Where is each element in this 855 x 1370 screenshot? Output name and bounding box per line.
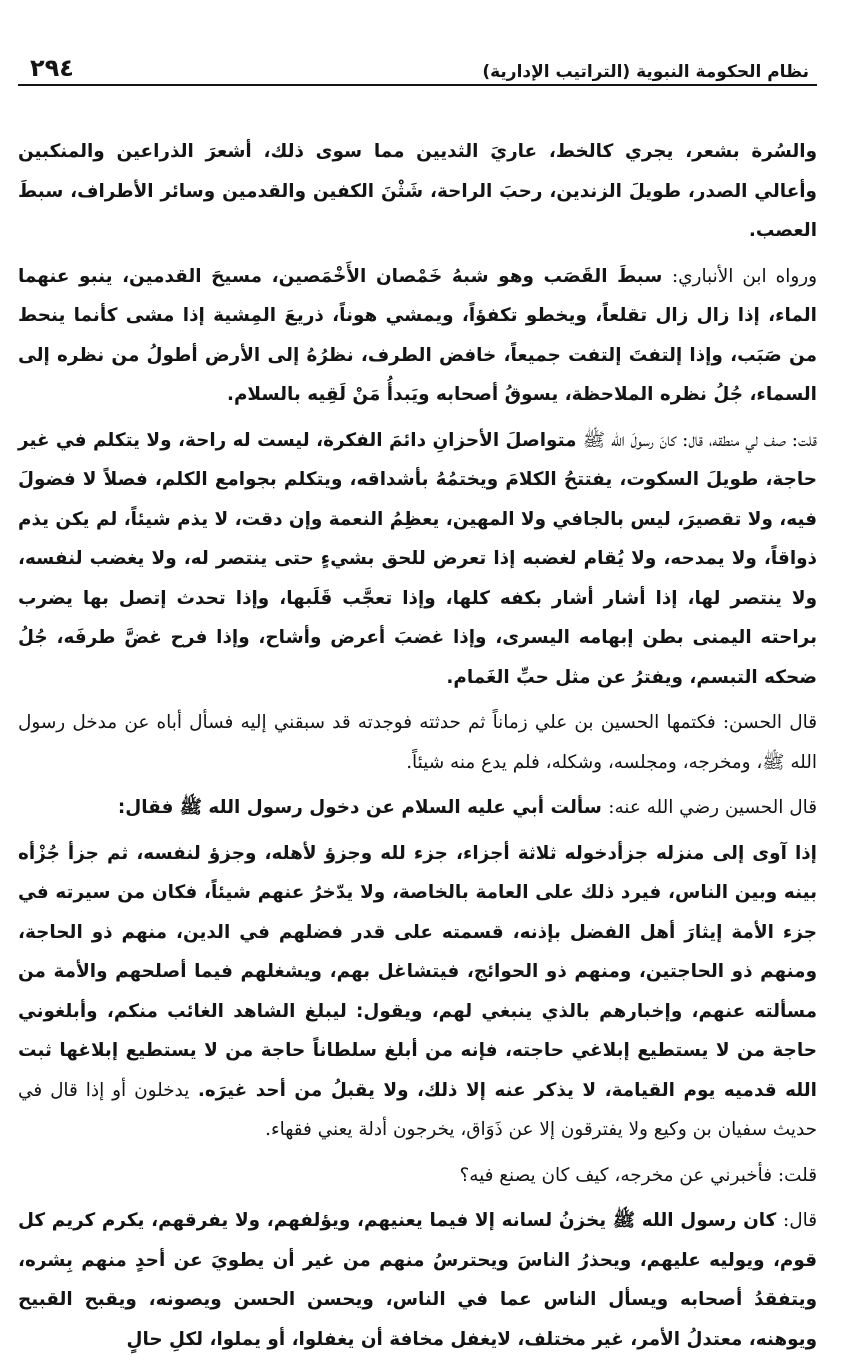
paragraph-2-lead: ورواه ابن الأنباري: xyxy=(671,265,817,287)
paragraph-7-text: قلت: فأخبرني عن مخرجه، كيف كان يصنع فيه؟ xyxy=(459,1164,817,1186)
page-header xyxy=(18,52,817,86)
paragraph-3 xyxy=(18,421,817,698)
paragraph-6 xyxy=(18,834,817,1150)
paragraph-8-lead: قال: xyxy=(783,1210,817,1231)
paragraph-1 xyxy=(18,132,817,251)
paragraph-6-text: إذا آوى إلى منزله جزأدخوله ثلاثة أجزاء، جزء لله وجزؤ لأهله، وجزؤ لنفسه، ثم جزأ جُزْأه بينه وبين الناس، فيرد ذلك على العامة بالخاصة، ولا يدّخرُ عنهم شيئاً، فكان من سيرته في جزء الأمة إيثارَ أهل الفضل بإذنه، قسمته على قدر فضلهم في الدين، منهم ذو الحاجة، ومنهم ذو الحاجتين، ومنهم ذو الحوائج، فيتشاغل بهم، ويشغلهم فيما أصلحهم والأمة من مسألته عنهم، وإخبارهم بالذي ينبغي لهم، ويقول: ليبلغ الشاهد الغائب منكم، وأبلغوني حاجة من لا يستطيع إبلاغي حاجته، فإنه من أبلغ سلطاناً حاجة من لا يستطيع إبلاغها ثبت الله قدميه يوم القيامة، لا يذكر عنه إلا ذلك، ولا يقبلُ من أحد غيرَه. xyxy=(18,842,817,1101)
paragraph-3-text: متواصلَ الأحزانِ دائمَ الفكرة، ليست له راحة، ولا يتكلم في غير حاجة، طويلَ السكوت، يفتتحُ الكلامَ ويختمُهُ بأشداقه، ويتكلم بجوامع الكلم، فصلاً لا فضولَ فيه، ولا تقصيرَ، ليس بالجافي ولا المهين، يعظِمُ النعمة وإن دقت، لا يذم شيئاً، لم يكن يذم ذواقاً، ولا يمدحه، ولا يُقام لغضبه إذا تعرض للحق بشيءٍ حتى ينتصر له، ولا يغضب لنفسه، ولا ينتصر لها، إذا أشار أشار بكفه كلها، وإذا تعجَّب قَلَبها، وإذا تحدث إتصل بها يضرب براحته اليمنى بطن إبهامه اليسرى، وإذا غضبَ أعرض وأشاح، وإذا فرح غضَّ طرفَه، جُلُ ضحكه التبسم، ويفترُ عن مثل حبِّ الغَمام. xyxy=(18,429,817,688)
paragraph-7 xyxy=(18,1156,817,1196)
paragraph-8 xyxy=(18,1201,817,1359)
paragraph-5-text: سألت أبي عليه السلام عن دخول رسول الله ﷺ فقال: xyxy=(117,797,602,818)
running-title: نظام الحكومة النبوية (التراتيب الإدارية) xyxy=(482,62,809,82)
paragraph-2-text: سبطَ القَصَب وهو شبهُ خَمْصان الأَخْمَصين، مسيحَ القدمين، ينبو عنهما الماء، إذا زال زال تقلعاً، ويخطو تكفؤاً، ويمشي هوناً، ذريعَ المِشية إذا مشى كأنما ينحط من صَبَب، وإذا إلتفتَ إلتفت جميعاً، خافض الطرف، نظرُهُ إلى الأرض أطولُ من نظره إلى السماء، جُلُ نظره الملاحظة، يسوقُ أصحابه ويَبدأُ مَنْ لَقِيه بالسلام. xyxy=(18,265,817,405)
paragraph-4-text: قال الحسن: فكتمها الحسين بن علي زماناً ثم حدثته فوجدته قد سبقني إليه فسأل أباه عن مدخل رسول الله ﷺ، ومخرجه، ومجلسه، وشكله، فلم يدع منه شيئاً. xyxy=(18,712,817,773)
paragraph-5-lead: قال الحسين رضي الله عنه: xyxy=(608,797,817,818)
paragraph-2 xyxy=(18,257,817,415)
paragraph-1-text: والسُرة بشعر، يجري كالخط، عاريَ الثديين مما سوى ذلك، أشعرَ الذراعين والمنكبين وأعالي الصدر، طويلَ الزندين، رحبَ الراحة، شَثْنَ الكفين والقدمين وسائر الأطراف، سبطَ العصب. xyxy=(18,141,817,241)
paragraph-4 xyxy=(18,703,817,782)
paragraph-6-tail: يدخلون أو إذا قال في حديث سفيان بن وكيع ولا يفترقون إلا عن ذَوَاق، يخرجون أدلة يعني فقهاء. xyxy=(18,1079,817,1140)
paragraph-3-lead: قلت: صف لي منطقه، قال: كانَ رسولَ الله ﷺ xyxy=(582,429,818,451)
paragraph-8-text: كان رسول الله ﷺ يخزنُ لسانه إلا فيما يعنيهم، ويؤلفهم، ولا يفرقهم، يكرم كريم كل قوم، ويوليه عليهم، ويحذرُ الناسَ ويحترسُ منهم من غير أن يطويَ عن أحدٍ منهم بِشره، ويتفقدُ أصحابه ويسأل الناس عما في الناس، ويحسن الحسن ويصونه، ويقبح القبيح ويوهنه، معتدلُ الأمر، غير مختلف، لايغفل مخافة أن يغفلوا، أو يملوا، لكلِ حالٍ xyxy=(18,1210,817,1350)
page-number: ٢٩٤ xyxy=(30,54,74,82)
paragraph-5 xyxy=(18,788,817,828)
